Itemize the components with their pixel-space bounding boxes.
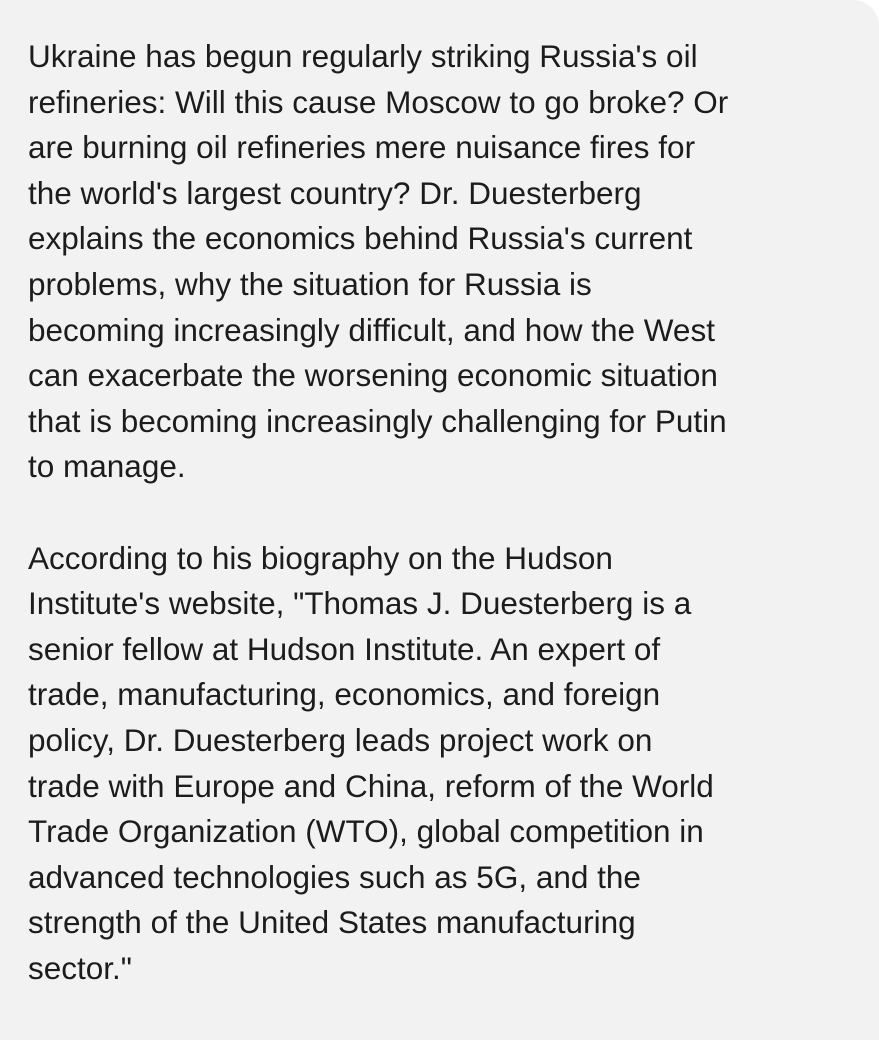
text-line: sector." — [28, 949, 132, 986]
text-line: Trade Organization (WTO), global competition in — [28, 813, 704, 850]
text-line: to manage. — [28, 448, 186, 485]
text-line: that is becoming increasingly challenging for Putin — [28, 402, 727, 439]
text-line: senior fellow at Hudson Institute. An expert of — [28, 630, 661, 667]
text-line: Institute's website, "Thomas J. Duesterberg is a — [28, 585, 692, 622]
text-line: trade with Europe and China, reform of the World — [28, 767, 714, 804]
description-paragraph-2 — [28, 536, 869, 992]
text-line: are burning oil refineries mere nuisance fires for — [28, 129, 696, 166]
text-line: problems, why the situation for Russia is — [28, 265, 592, 302]
text-line: policy, Dr. Duesterberg leads project work on — [28, 721, 653, 758]
text-line: the world's largest country? Dr. Duesterberg — [28, 174, 642, 211]
text-line: refineries: Will this cause Moscow to go broke? Or — [28, 83, 729, 120]
description-paragraph-1 — [28, 34, 869, 490]
text-line: strength of the United States manufacturing — [28, 904, 636, 941]
text-line: According to his biography on the Hudson — [28, 539, 613, 576]
text-line: can exacerbate the worsening economic situation — [28, 357, 718, 394]
text-line: becoming increasingly difficult, and how the West — [28, 311, 715, 348]
text-line: explains the economics behind Russia's current — [28, 220, 693, 257]
text-line: advanced technologies such as 5G, and the — [28, 858, 641, 895]
text-line: trade, manufacturing, economics, and foreign — [28, 676, 661, 713]
paragraph-spacer — [28, 490, 869, 536]
text-line: Ukraine has begun regularly striking Russia's oil — [28, 38, 698, 74]
